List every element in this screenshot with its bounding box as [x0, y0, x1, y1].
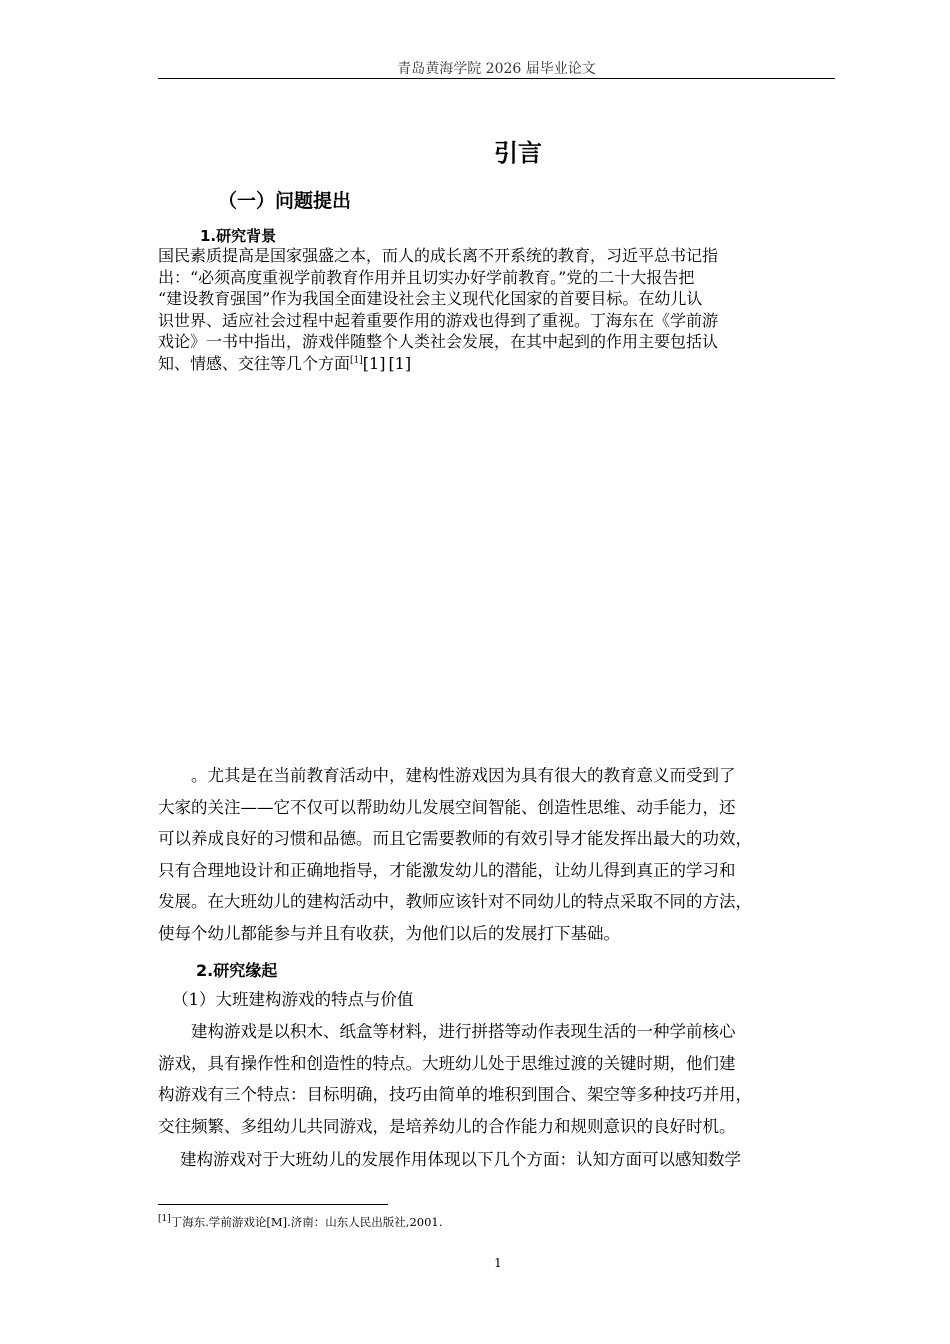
text-line: 建构游戏对于大班幼儿的发展作用体现以下几个方面：认知方面可以感知数学	[180, 1150, 741, 1169]
text-fragment: 知、情感、交往等几个方面	[158, 353, 351, 373]
text-line: 可以养成良好的习惯和品德。而且它需要教师的有效引导才能发挥出最大的功效，	[158, 829, 752, 848]
text-line: 游戏，具有操作性和创造性的特点。大班幼儿处于思维过渡的关键时期，他们建	[158, 1053, 736, 1073]
text-line: 交往频繁、多组幼儿共同游戏，是培养幼儿的合作能力和规则意识的良好时机。	[158, 1116, 736, 1136]
footnote-divider	[158, 1204, 388, 1205]
text-line: 建构游戏是以积木、纸盒等材料，进行拼搭等动作表现生活的一种学前核心	[191, 1022, 736, 1041]
text-line: 识世界、适应社会过程中起着重要作用的游戏也得到了重视。丁海东在《学前游	[158, 310, 719, 330]
paragraph-development	[158, 1144, 838, 1176]
citation-mark: [1]	[362, 353, 386, 373]
text-line: 只有合理地设计和正确地指导，才能激发幼儿的潜能，让幼儿得到真正的学习和	[158, 860, 736, 880]
page-number: 1	[494, 1256, 502, 1270]
sub-subsection-heading	[158, 984, 838, 1016]
footnote-reference[interactable]: [1]	[350, 355, 363, 366]
paragraph-continuation	[158, 760, 838, 949]
text-line: “建设教育强国”作为我国全面建设社会主义现代化国家的首要目标。在幼儿认	[158, 289, 703, 308]
section-heading: （一）问题提出	[218, 190, 352, 212]
footnote-mark: [1]	[158, 1214, 171, 1225]
subsection-heading-background: 1.研究背景	[200, 227, 277, 245]
page-header: 青岛黄海学院 2026 届毕业论文	[397, 61, 596, 77]
text-line: 。尤其是在当前教育活动中，建构性游戏因为具有很大的教育意义而受到了	[191, 766, 736, 785]
page-title: 引言	[494, 139, 542, 167]
text-line: （1）大班建构游戏的特点与价值	[172, 990, 414, 1009]
text-line: 出：“必须高度重视学前教育作用并且切实办好学前教育。”党的二十大报告把	[158, 267, 695, 287]
paragraph-background	[158, 245, 838, 374]
text-line-last	[158, 353, 838, 375]
text-line: 戏论》一书中指出，游戏伴随整个人类社会发展，在其中起到的作用主要包括认	[158, 332, 719, 351]
header-divider	[158, 78, 835, 79]
text-line: 构游戏有三个特点：目标明确，技巧由简单的堆积到围合、架空等多种技巧并用，	[158, 1085, 752, 1104]
text-line: 大家的关注——它不仅可以帮助幼儿发展空间智能、创造性思维、动手能力，还	[158, 797, 736, 817]
text-line: 国民素质提高是国家强盛之本，而人的成长离不开系统的教育，习近平总书记指	[158, 246, 719, 265]
text-line: 使每个幼儿都能参与并且有收获，为他们以后的发展打下基础。	[158, 923, 620, 943]
subsection-heading-origin: 2.研究缘起	[196, 961, 278, 980]
text-line: 发展。在大班幼儿的建构活动中，教师应该针对不同幼儿的特点采取不同的方法，	[158, 892, 752, 911]
citation-mark: [1]	[388, 353, 412, 373]
footnote	[158, 1214, 442, 1230]
footnote-text: 丁海东.学前游戏论[M].济南：山东人民出版社,2001.	[170, 1215, 443, 1229]
paragraph-construction-games	[158, 1016, 838, 1142]
